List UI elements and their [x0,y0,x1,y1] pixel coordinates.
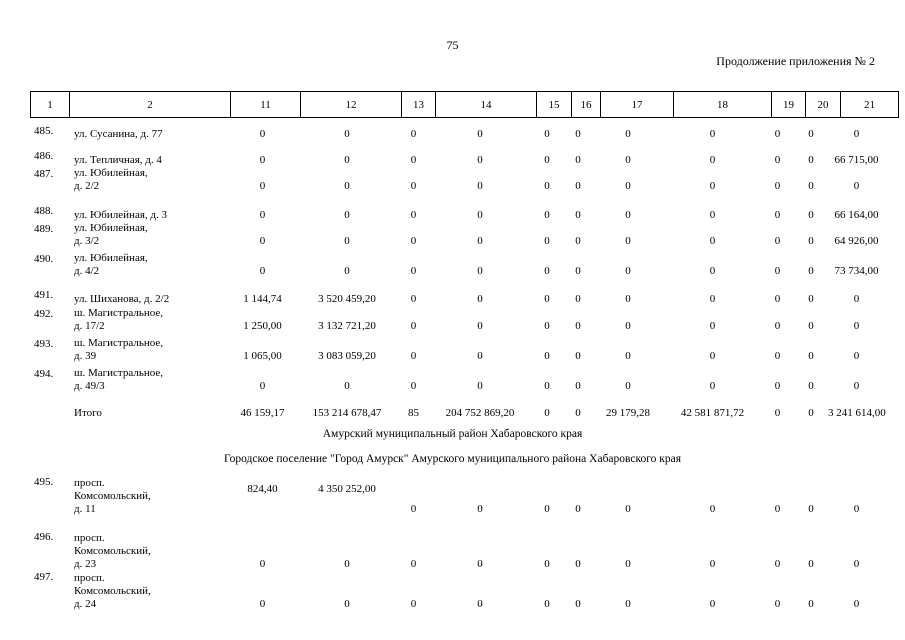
section-settlement: Городское поселение "Город Амурск" Амурского муниципального района Хабаровского края [223,453,682,465]
value-cell-17: 0 [625,180,631,192]
value-cell-12: 0 [344,380,350,392]
value-cell-16: 0 [575,350,581,362]
value-cell-15: 0 [544,293,550,305]
value-cell-15: 0 [544,407,550,419]
table-row [30,168,885,193]
value-cell-18: 0 [709,235,716,247]
value-cell-17: 0 [625,128,631,140]
value-cell-13: 0 [410,320,417,332]
value-cell-21: 0 [853,598,860,610]
value-cell-11: 46 159,17 [240,407,285,419]
value-cell-11: 0 [259,380,266,392]
value-cell-20: 0 [808,558,814,570]
value-cell-19: 0 [774,407,781,419]
column-header-3: 11 [231,92,301,118]
value-cell-15: 0 [544,503,550,515]
value-cell-17: 0 [625,293,631,305]
value-cell-21: 66 715,00 [834,154,879,166]
value-cell-21: 0 [853,128,860,140]
value-cell-18: 0 [709,154,716,166]
value-cell-18: 0 [709,558,716,570]
value-cell-13: 85 [408,407,419,419]
value-cell-18: 0 [709,209,716,221]
value-cell-18: 0 [709,265,716,277]
value-cell-20: 0 [808,209,814,221]
value-cell-17: 0 [625,209,631,221]
table-row [30,223,885,248]
value-cell-21: 66 164,00 [834,209,879,221]
value-cell-16: 0 [575,180,581,192]
value-cell-16: 0 [575,128,581,140]
value-cell-14: 0 [477,598,483,610]
value-cell-15: 0 [544,128,550,140]
table-row [30,205,885,222]
section-district: Амурский муниципальный район Хабаровского края [322,428,583,440]
value-cell-17: 0 [625,380,631,392]
address-cell: ул. Юбилейная, д. 3/2 [74,222,148,247]
column-header-7: 15 [537,92,572,118]
value-cell-18: 0 [709,180,716,192]
column-header-1: 1 [31,92,70,118]
value-cell-16: 0 [575,154,581,166]
row-number: 486. [34,150,54,162]
value-cell-15: 0 [544,235,550,247]
value-cell-20: 0 [808,407,814,419]
value-cell-19: 0 [774,598,781,610]
value-cell-18: 0 [709,380,716,392]
column-header-6: 14 [436,92,537,118]
column-header-5: 13 [402,92,436,118]
value-cell-12: 153 214 678,47 [312,407,382,419]
value-cell-15: 0 [544,265,550,277]
value-cell-17: 0 [625,235,631,247]
column-header-9: 17 [601,92,674,118]
value-cell-19: 0 [774,154,781,166]
value-cell-13: 0 [410,154,417,166]
value-cell-12: 3 132 721,20 [318,320,376,332]
table-row [30,476,885,516]
table-row [30,125,885,141]
value-cell-15: 0 [544,598,550,610]
value-cell-14: 0 [477,558,483,570]
value-cell-12: 3 520 459,20 [318,293,376,305]
value-cell-16: 0 [575,503,581,515]
value-cell-16: 0 [575,235,581,247]
value-cell-17: 0 [625,598,631,610]
value-cell-15: 0 [544,558,550,570]
address-cell: просп. Комсомольский, д. 24 [74,572,151,610]
value-cell-20: 0 [808,154,814,166]
value-cell-21: 0 [853,180,860,192]
value-cell-13: 0 [410,180,417,192]
value-cell-15: 0 [544,154,550,166]
value-cell-14: 0 [477,350,483,362]
value-cell-21: 0 [853,293,860,305]
value-cell-15: 0 [544,350,550,362]
value-cell-14: 0 [477,235,483,247]
column-header-table [30,91,899,118]
value-cell-18: 0 [709,503,716,515]
value-cell-18: 0 [709,293,716,305]
value-cell-13: 0 [410,209,417,221]
column-header-11: 19 [772,92,806,118]
value-cell-20: 0 [808,235,814,247]
value-cell-20: 0 [808,320,814,332]
table-row [30,338,885,363]
value-cell-17: 0 [625,265,631,277]
value-cell-11: 1 065,00 [243,350,282,362]
value-cell-18: 42 581 871,72 [680,407,745,419]
row-number: 495. [34,476,54,488]
value-cell-11: 0 [259,128,266,140]
table-row [30,253,885,278]
value-cell-13: 0 [410,235,417,247]
value-cell-13: 0 [410,380,417,392]
column-header-10: 18 [674,92,772,118]
column-header-13: 21 [841,92,899,118]
row-number: 491. [34,289,54,301]
table-row [30,308,885,333]
address-cell: ул. Шиханова, д. 2/2 [74,293,170,305]
value-cell-16: 0 [575,407,581,419]
row-number: 489. [34,223,54,235]
value-cell-16: 0 [575,209,581,221]
value-cell-19: 0 [774,128,781,140]
row-number: 485. [34,125,54,137]
value-cell-12: 0 [344,598,350,610]
value-cell-14: 0 [477,209,483,221]
value-cell-13: 0 [410,350,417,362]
value-cell-13: 0 [410,293,417,305]
value-cell-20: 0 [808,380,814,392]
value-cell-21: 0 [853,558,860,570]
value-cell-17: 0 [625,558,631,570]
continuation-label: Продолжение приложения № 2 [716,54,875,68]
value-cell-17: 0 [625,503,631,515]
column-header-8: 16 [572,92,601,118]
value-cell-14: 0 [477,265,483,277]
value-cell-21: 64 926,00 [834,235,879,247]
row-number: 496. [34,531,54,543]
value-cell-21: 0 [853,320,860,332]
row-number: 492. [34,308,54,320]
value-cell-14: 0 [477,503,483,515]
value-cell-13: 0 [410,128,417,140]
row-number: 490. [34,253,54,265]
value-cell-11: 0 [259,598,266,610]
value-cell-11: 824,40 [247,483,278,495]
value-cell-19: 0 [774,350,781,362]
value-cell-14: 0 [477,180,483,192]
address-cell: ш. Магистральное, д. 49/3 [74,367,163,392]
value-cell-21: 73 734,00 [834,265,879,277]
value-cell-15: 0 [544,209,550,221]
value-cell-12: 0 [344,209,350,221]
value-cell-21: 3 241 614,00 [828,407,886,419]
value-cell-18: 0 [709,128,716,140]
value-cell-14: 204 752 869,20 [445,407,515,419]
value-cell-21: 0 [853,350,860,362]
value-cell-20: 0 [808,293,814,305]
value-cell-12: 0 [344,128,350,140]
value-cell-11: 0 [259,180,266,192]
value-cell-20: 0 [808,503,814,515]
value-cell-19: 0 [774,380,781,392]
address-cell: ул. Юбилейная, д. 4/2 [74,252,148,277]
address-cell: ш. Магистральное, д. 17/2 [74,307,163,332]
value-cell-16: 0 [575,293,581,305]
table-row [30,150,885,167]
address-cell: просп. Комсомольский, д. 11 [74,477,151,515]
column-header-2: 2 [70,92,231,118]
value-cell-16: 0 [575,265,581,277]
value-cell-19: 0 [774,180,781,192]
value-cell-13: 0 [410,558,417,570]
value-cell-16: 0 [575,558,581,570]
value-cell-20: 0 [808,350,814,362]
row-number: 497. [34,571,54,583]
value-cell-21: 0 [853,503,860,515]
value-cell-11: 1 144,74 [243,293,282,305]
column-header-4: 12 [301,92,402,118]
total-row [30,403,885,420]
row-number: 493. [34,338,54,350]
value-cell-15: 0 [544,180,550,192]
value-cell-11: 1 250,00 [243,320,282,332]
value-cell-16: 0 [575,380,581,392]
value-cell-11: 0 [259,209,266,221]
value-cell-13: 0 [410,598,417,610]
column-header-row [31,92,899,118]
value-cell-19: 0 [774,235,781,247]
value-cell-13: 0 [410,265,417,277]
value-cell-16: 0 [575,598,581,610]
value-cell-11: 0 [259,265,266,277]
column-header-12: 20 [806,92,841,118]
address-cell: просп. Комсомольский, д. 23 [74,532,151,570]
value-cell-17: 0 [625,350,631,362]
value-cell-20: 0 [808,265,814,277]
value-cell-20: 0 [808,598,814,610]
value-cell-12: 3 083 059,20 [318,350,376,362]
value-cell-12: 0 [344,558,350,570]
value-cell-18: 0 [709,320,716,332]
value-cell-17: 0 [625,320,631,332]
value-cell-14: 0 [477,154,483,166]
value-cell-20: 0 [808,180,814,192]
row-number: 487. [34,168,54,180]
value-cell-18: 0 [709,350,716,362]
value-cell-19: 0 [774,293,781,305]
value-cell-14: 0 [477,128,483,140]
value-cell-14: 0 [477,293,483,305]
value-cell-19: 0 [774,209,781,221]
row-number: 494. [34,368,54,380]
value-cell-19: 0 [774,320,781,332]
address-cell: ул. Сусанина, д. 77 [74,128,163,140]
value-cell-11: 0 [259,154,266,166]
value-cell-12: 0 [344,235,350,247]
value-cell-17: 29 179,28 [606,407,650,419]
value-cell-15: 0 [544,380,550,392]
value-cell-16: 0 [575,320,581,332]
address-cell: ул. Юбилейная, д. 3 [74,209,167,221]
value-cell-19: 0 [774,503,781,515]
value-cell-17: 0 [625,154,631,166]
address-cell: ш. Магистральное, д. 39 [74,337,163,362]
table-row [30,289,885,306]
value-cell-12: 4 350 252,00 [318,483,376,495]
value-cell-14: 0 [477,380,483,392]
table-row [30,531,885,571]
value-cell-19: 0 [774,558,781,570]
row-number: 488. [34,205,54,217]
value-cell-11: 0 [259,235,266,247]
total-label: Итого [74,407,102,419]
value-cell-19: 0 [774,265,781,277]
table-row [30,368,885,393]
value-cell-11: 0 [259,558,266,570]
value-cell-18: 0 [709,598,716,610]
address-cell: ул. Тепличная, д. 4 [74,154,162,166]
address-cell: ул. Юбилейная, д. 2/2 [74,167,148,192]
page-number: 75 [446,38,459,52]
value-cell-13: 0 [410,503,417,515]
value-cell-15: 0 [544,320,550,332]
value-cell-21: 0 [853,380,860,392]
value-cell-12: 0 [344,265,350,277]
value-cell-14: 0 [477,320,483,332]
value-cell-20: 0 [808,128,814,140]
value-cell-12: 0 [344,180,350,192]
table-row [30,571,885,611]
value-cell-12: 0 [344,154,350,166]
